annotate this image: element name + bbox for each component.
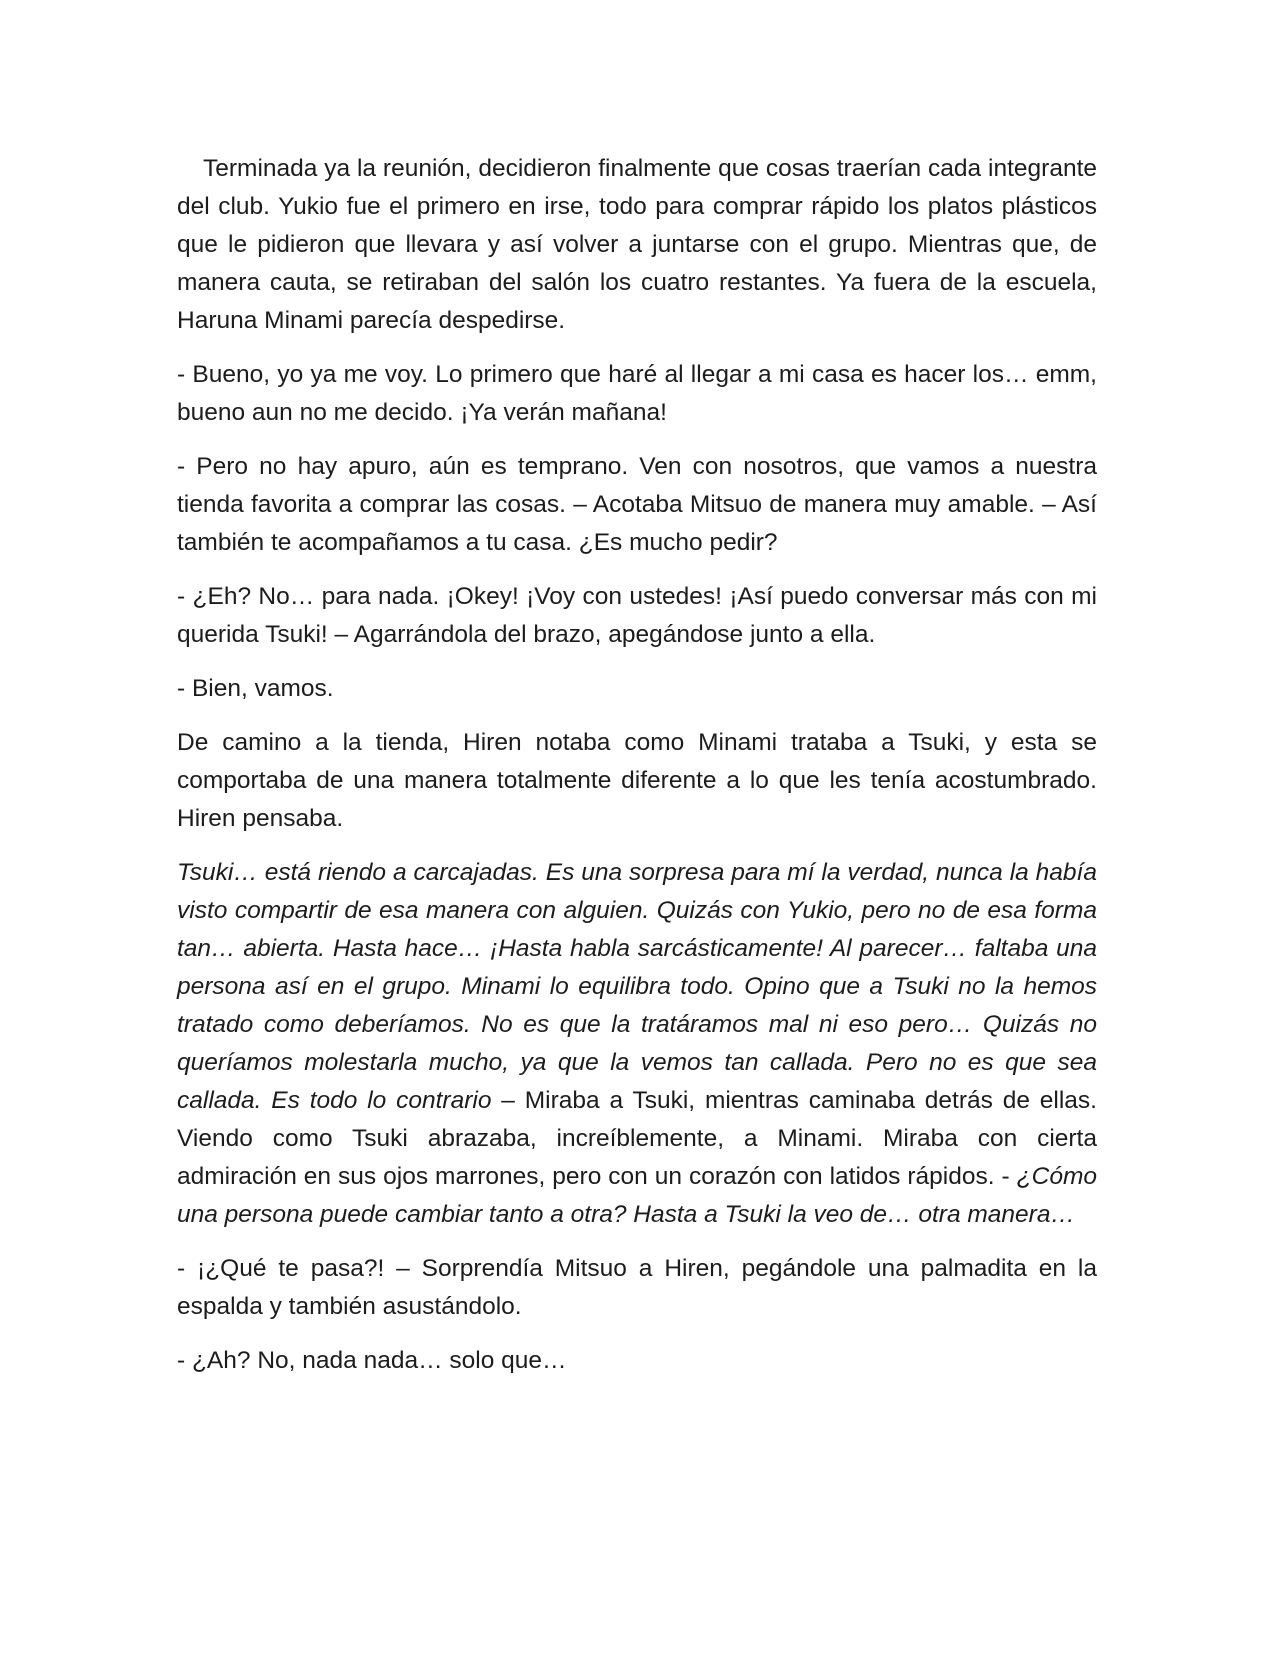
narration: – Miraba a Tsuki, mientras caminaba detrás de ellas. Viendo como Tsuki abrazaba, increíblemente, a Minami. Miraba con cierta admiración en sus ojos marrones, pero con un corazón con latidos rápidos. - [177,1087,1097,1190]
inner-thought-2: ¿Cómo una persona puede cambiar tanto a otra? Hasta a Tsuki la veo de… otra manera… [177,1163,1097,1228]
paragraph-4: - ¿Eh? No… para nada. ¡Okey! ¡Voy con ustedes! ¡Así puedo conversar más con mi querida Tsuki! – Agarrándola del brazo, apegándose junto a ella. [177,583,1097,648]
paragraph-1: Terminada ya la reunión, decidieron finalmente que cosas traerían cada integrante del club. Yukio fue el primero en irse, todo para comprar rápido los platos plásticos que le pidieron que llevara y así volver a juntarse con el grupo. Mientras que, de manera cauta, se retiraban del salón los cuatro restantes. Ya fuera de la escuela, Haruna Minami parecía despedirse. [177,155,1097,334]
paragraph-2: - Bueno, yo ya me voy. Lo primero que haré al llegar a mi casa es hacer los… emm, bueno aun no me decido. ¡Ya verán mañana! [177,361,1097,426]
text-body [177,150,1097,1396]
paragraph-3: - Pero no hay apuro, aún es temprano. Ven con nosotros, que vamos a nuestra tienda favorita a comprar las cosas. – Acotaba Mitsuo de manera muy amable. – Así también te acompañamos a tu casa. ¿Es mucho pedir? [177,453,1097,556]
paragraph-6: De camino a la tienda, Hiren notaba como Minami trataba a Tsuki, y esta se comportaba de una manera totalmente diferente a lo que les tenía acostumbrado. Hiren pensaba. [177,729,1097,832]
thought-paragraph [177,854,1097,1234]
paragraph-5: - Bien, vamos. [177,675,334,702]
paragraph-8: - ¡¿Qué te pasa?! – Sorprendía Mitsuo a Hiren, pegándole una palmadita en la espalda y también asustándolo. [177,1255,1097,1320]
inner-thought-1: Tsuki… está riendo a carcajadas. Es una sorpresa para mí la verdad, nunca la había visto compartir de esa manera con alguien. Quizás con Yukio, pero no de esa forma tan… abierta. Hasta hace… ¡Hasta habla sarcásticamente! Al parecer… faltaba una persona así en el grupo. Minami lo equilibra todo. Opino que a Tsuki no la hemos tratado como deberíamos. No es que la tratáramos mal ni eso pero… Quizás no queríamos molestarla mucho, ya que la vemos tan callada. Pero no es que sea callada. Es todo lo contrario [177,859,1097,1114]
paragraph-9: - ¿Ah? No, nada nada… solo que… [177,1347,567,1374]
